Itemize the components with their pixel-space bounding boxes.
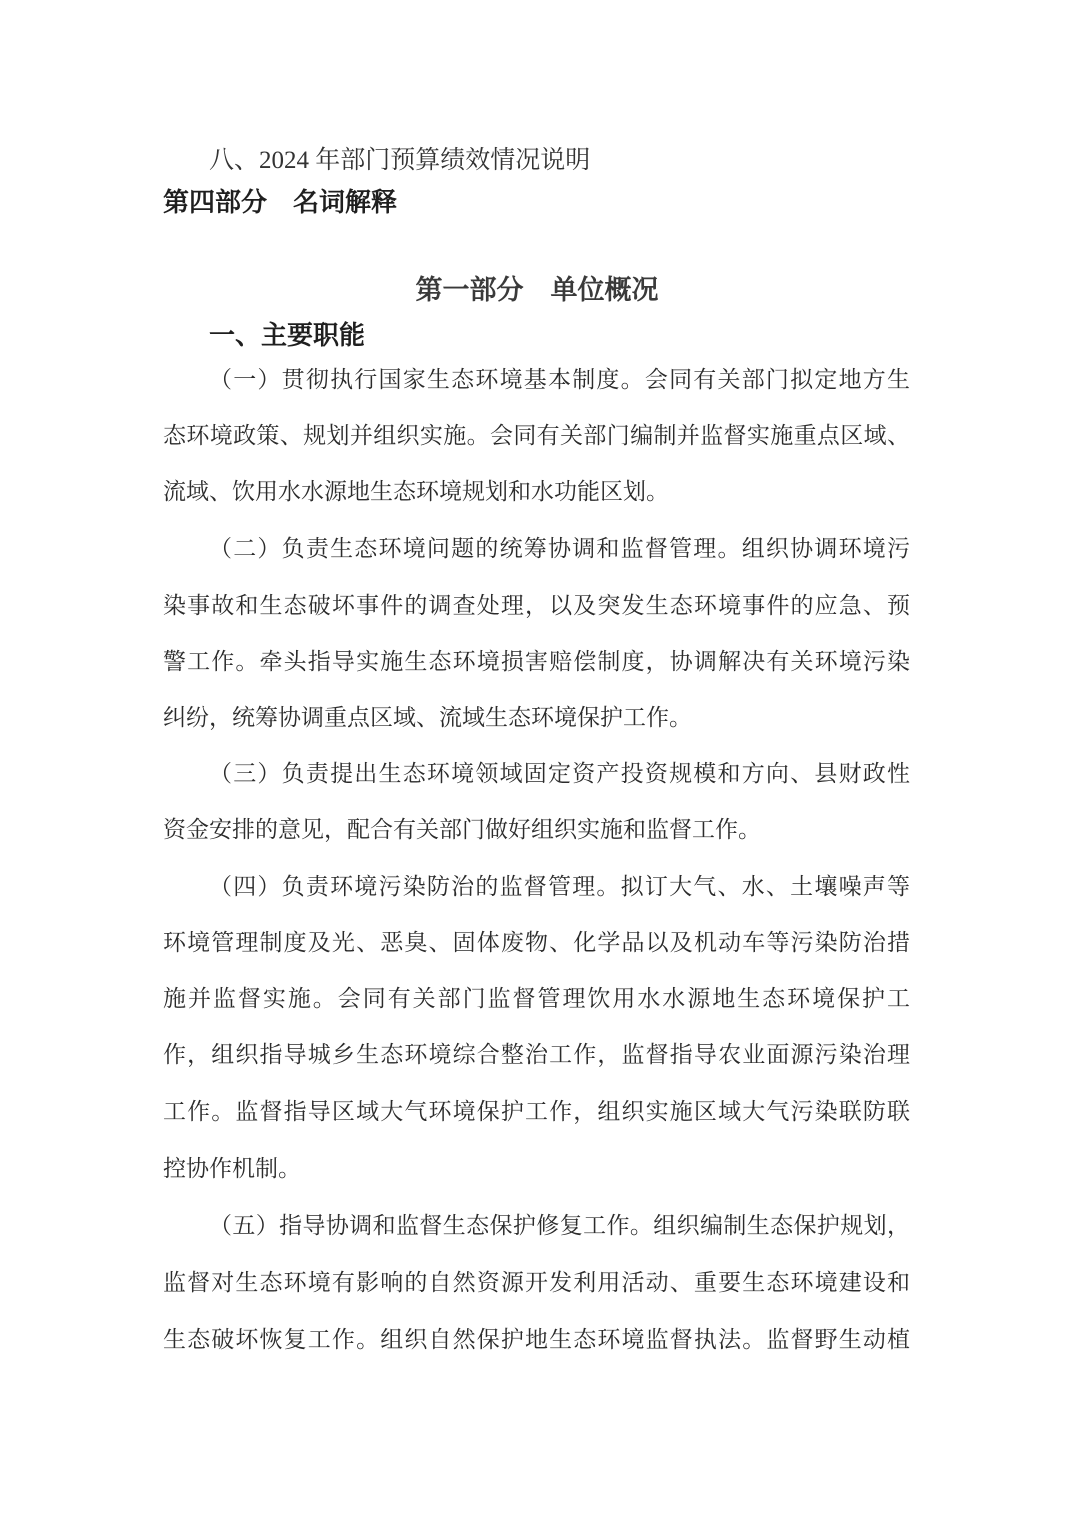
- body-line: 环境管理制度及光、恶臭、固体废物、化学品以及机动车等污染防治措: [163, 930, 910, 955]
- body-line: 生态破坏恢复工作。组织自然保护地生态环境监督执法。监督野生动植: [163, 1327, 910, 1352]
- body-line: （三）负责提出生态环境领域固定资产投资规模和方向、县财政性: [209, 761, 910, 786]
- body-line: 染事故和生态破坏事件的调查处理，以及突发生态环境事件的应急、预: [163, 593, 910, 618]
- body-line: （五）指导协调和监督生态保护修复工作。组织编制生态保护规划，: [209, 1213, 910, 1238]
- body-line: （一）贯彻执行国家生态环境基本制度。会同有关部门拟定地方生: [209, 367, 910, 392]
- body-line: 纠纷，统筹协调重点区域、流域生态环境保护工作。: [163, 705, 692, 730]
- toc-line-item8: 八、2024 年部门预算绩效情况说明: [209, 147, 591, 174]
- body-line: （四）负责环境污染防治的监督管理。拟订大气、水、土壤噪声等: [209, 874, 910, 899]
- body-line: 流域、饮用水水源地生态环境规划和水功能区划。: [163, 479, 669, 504]
- body-line: 控协作机制。: [163, 1156, 301, 1181]
- section-main-functions-heading: 一、主要职能: [209, 321, 366, 350]
- body-line: 监督对生态环境有影响的自然资源开发利用活动、重要生态环境建设和: [163, 1270, 910, 1295]
- part4-heading: 第四部分 名词解释: [163, 188, 398, 217]
- body-line: 警工作。牵头指导实施生态环境损害赔偿制度，协调解决有关环境污染: [163, 649, 910, 674]
- part1-heading: 第一部分 单位概况: [415, 275, 659, 305]
- body-line: 工作。监督指导区域大气环境保护工作，组织实施区域大气污染联防联: [163, 1099, 910, 1124]
- body-line: （二）负责生态环境问题的统筹协调和监督管理。组织协调环境污: [209, 536, 910, 561]
- body-line: 作，组织指导城乡生态环境综合整治工作，监督指导农业面源污染治理: [163, 1042, 910, 1067]
- body-line: 态环境政策、规划并组织实施。会同有关部门编制并监督实施重点区域、: [163, 423, 910, 448]
- body-line: 施并监督实施。会同有关部门监督管理饮用水水源地生态环境保护工: [163, 986, 910, 1011]
- body-line: 资金安排的意见，配合有关部门做好组织实施和监督工作。: [163, 817, 761, 842]
